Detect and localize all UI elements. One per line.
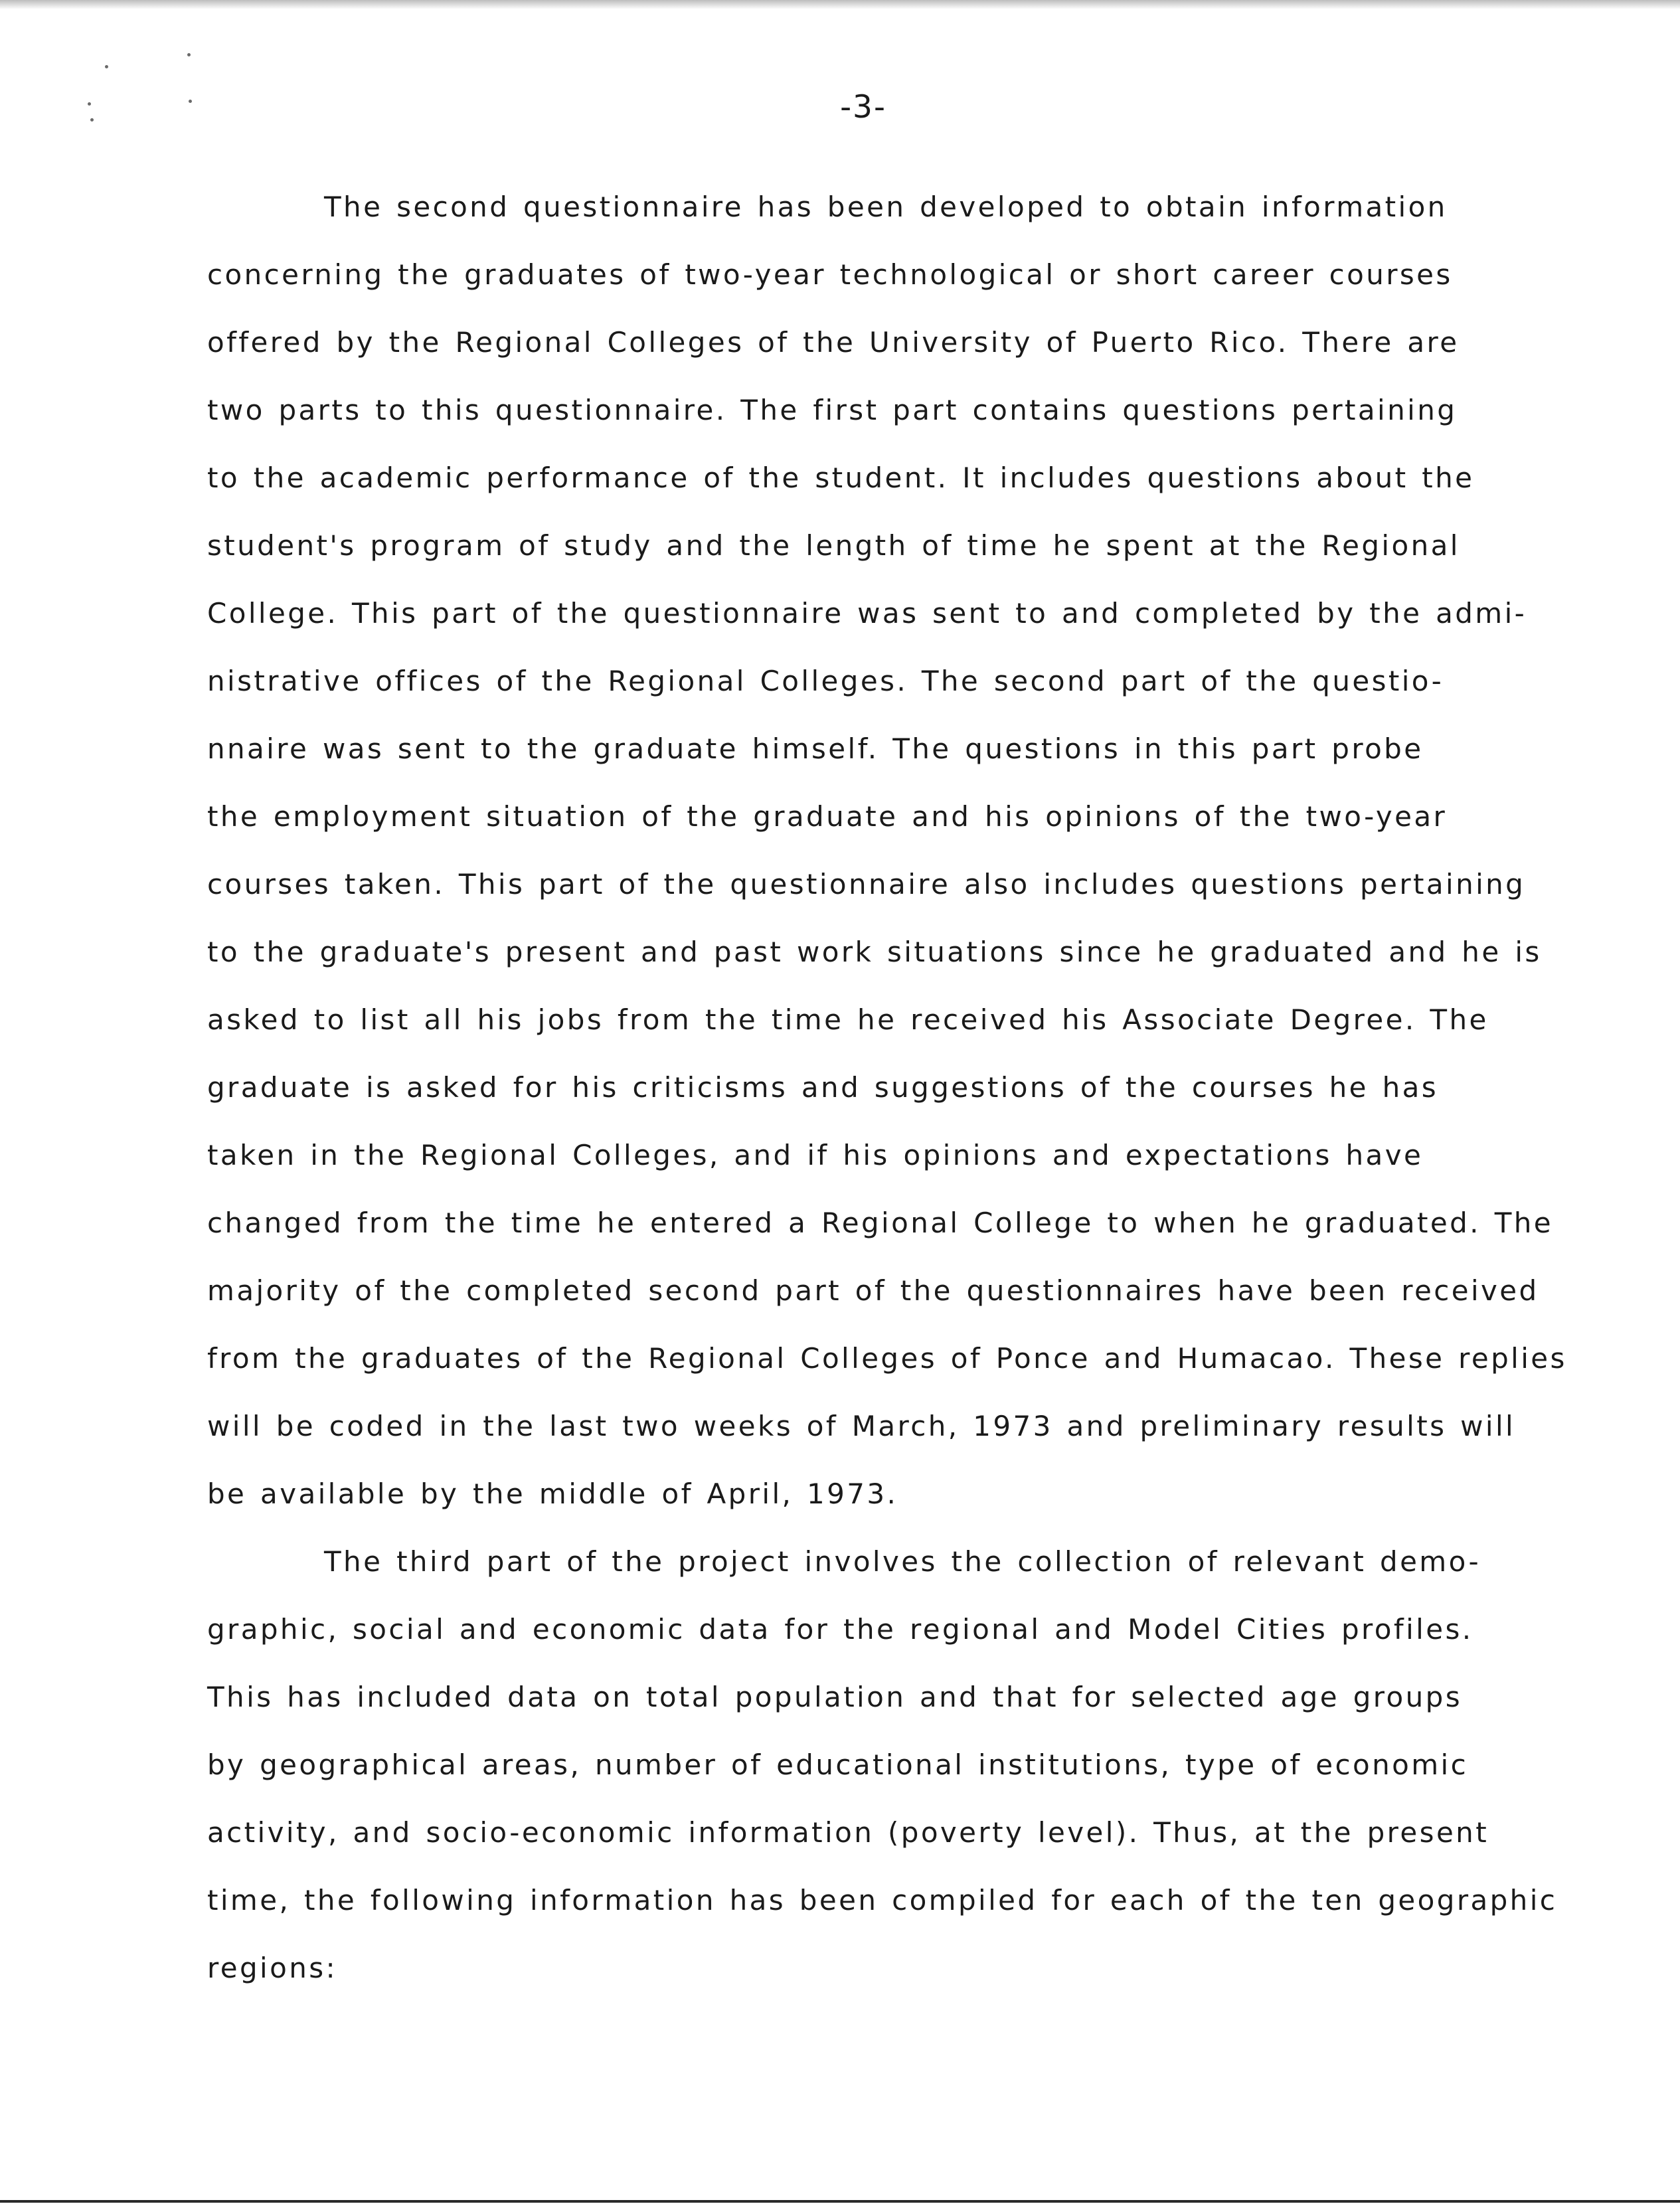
text-line: The third part of the project involves the collection of relevant demo- [324,1545,1481,1578]
text-line: the employment situation of the graduate and his opinions of the two-year [207,800,1448,833]
text-line: by geographical areas, number of educational institutions, type of economic [207,1748,1469,1781]
text-line: to the graduate's present and past work situations since he graduated and he is [207,936,1542,968]
text-line: two parts to this questionnaire. The first part contains questions pertaining [207,394,1458,426]
text-line: College. This part of the questionnaire was sent to and completed by the admi- [207,597,1527,630]
page-number: -3- [840,89,886,126]
text-line: regions: [207,1952,338,1984]
scan-speck [90,118,94,122]
scan-bottom-edge [0,2200,1680,2203]
scan-speck [88,102,91,106]
scan-top-edge [0,0,1680,9]
scan-speck [189,100,192,103]
text-line: The second questionnaire has been developed to obtain information [324,191,1448,223]
text-line: asked to list all his jobs from the time he received his Associate Degree. The [207,1003,1489,1036]
text-line: concerning the graduates of two-year technological or short career courses [207,258,1453,291]
text-line: activity, and socio-economic information (poverty level). Thus, at the present [207,1816,1489,1849]
text-line: graphic, social and economic data for the regional and Model Cities profiles. [207,1613,1473,1646]
text-line: be available by the middle of April, 1973. [207,1478,898,1510]
body-text [207,183,1588,2012]
text-line: to the academic performance of the student. It includes questions about the [207,462,1475,494]
text-line: majority of the completed second part of the questionnaires have been received [207,1274,1539,1307]
text-line: taken in the Regional Colleges, and if his opinions and expectations have [207,1139,1424,1171]
text-line: student's program of study and the length of time he spent at the Regional [207,529,1460,562]
text-line: graduate is asked for his criticisms and suggestions of the courses he has [207,1071,1439,1104]
text-line: nnaire was sent to the graduate himself. The questions in this part probe [207,732,1424,765]
text-line: changed from the time he entered a Regional College to when he graduated. The [207,1207,1554,1239]
text-line: This has included data on total population and that for selected age groups [207,1681,1462,1713]
text-line: from the graduates of the Regional Colleges of Ponce and Humacao. These replies [207,1342,1567,1375]
paragraph-third-part [207,1538,1588,2012]
paragraph-questionnaire [207,183,1588,1538]
text-line: will be coded in the last two weeks of March, 1973 and preliminary results will [207,1410,1516,1442]
text-line: time, the following information has been compiled for each of the ten geographic [207,1884,1558,1916]
text-line: nistrative offices of the Regional Colleges. The second part of the questio- [207,665,1444,697]
scan-speck [105,65,108,68]
text-line: offered by the Regional Colleges of the University of Puerto Rico. There are [207,326,1460,359]
text-line: courses taken. This part of the questionnaire also includes questions pertaining [207,868,1526,900]
scan-speck [187,53,191,56]
